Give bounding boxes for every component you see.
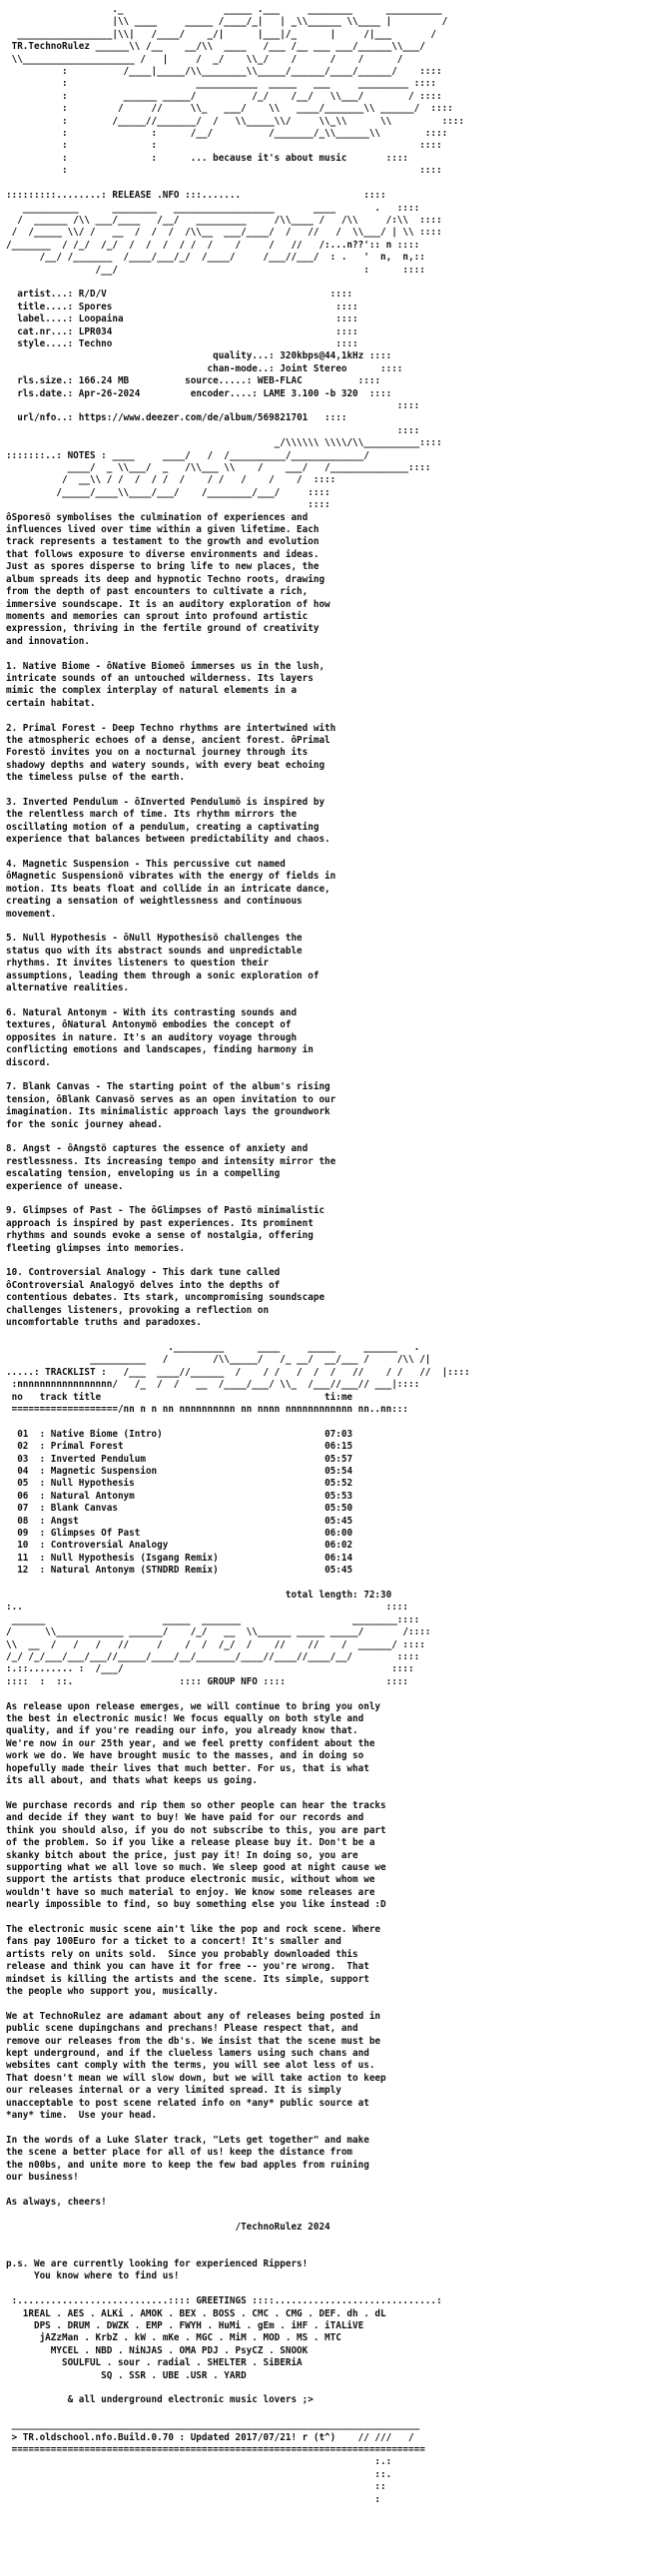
- release-url: url/nfo..: https://www.deezer.com/de/album/569821701: [17, 412, 309, 424]
- notes-p6: 6. Natural Antonym - With its contrasting sounds and textures, ôNatural Antonymö embodies the concept of opposites in nature. It's an auditory voyage through conflicting emotions and landscapes, finding harmony in discord.: [6, 1006, 314, 1068]
- notes-title: :::::::..: NOTES :: [6, 449, 107, 461]
- group-p4: In the words of a Luke Slater track, "Lets get together" and make the scene a better place for all of us! keep the distance from the n00bs, and unite more to keep the few bad apples from ruining our business!: [6, 2134, 369, 2184]
- release-title: title....: Spores: [17, 301, 113, 313]
- release-style: style....: Techno: [17, 337, 113, 349]
- group-p3: We at TechnoRulez are adamant about any of releases being posted in public scene dupingchans and prechans! Please respect that, and remove our releases from the db's. We insist that the scene must be kept underground, and if the clueless lamers using such chans and websites cant comply with the terms, you will see alot less of us. That doesn't mean we will slow down, but we will take action to keep our releases internal or a very limited spread. It is simply unacceptable to post scene related info on *any* public source at *any* time. Use your head.: [6, 2010, 386, 2122]
- track-row: 07 : Blank Canvas 05:50: [17, 1503, 353, 1515]
- notes-p0: ôSporesö symbolises the culmination of experiences and influences lived over time within a given lifetime. Each track represents a testament to the growth and evolution that follows exposure to diverse environments and ideas. Just as spores disperse to bring life to new places, the album spreads its deep and hypnotic Techno roots, drawing from the depth of past encounters to cultivate a rich, immersive soundscape. It is an auditory exploration of how moments and memories can sprout into profound artistic expression, thriving in the fertile ground of creativity and innovation.: [6, 511, 330, 647]
- track-row: 11 : Null Hypothesis (Isgang Remix) 06:14: [17, 1552, 353, 1564]
- notes-p2: 2. Primal Forest - Deep Techno rhythms are intertwined with the atmospheric echoes of a dense, ancient forest. ôPrimal Forestö invites you on a nocturnal journey through its shadowy depths and watery sounds, with every beat echoing the timeless pulse of the earth.: [6, 722, 336, 784]
- release-encoder: encoder....: LAME 3.100 -b 320: [190, 387, 358, 399]
- group-tag: TR.TechnoRulez: [11, 41, 90, 53]
- release-label: label....: Loopaina: [17, 314, 124, 325]
- group-p1: We purchase records and rip them so other people can hear the tracks and decide if they want to buy! We have paid for our records and think you should also, if you do not subscribe to this, you are part of the problem. So if you like a release please buy it. Don't be a skanky bitch about the price, just pay it! In doing so, you are supporting what we all love so much. We sleep good at night cause we support the artists that produce electronic music, without whom we wouldn't have so much material to enjoy. We know some releases are nearly impossible to find, so buy something else you like instead :D: [6, 1799, 386, 1911]
- track-row: 06 : Natural Antonym 05:53: [17, 1490, 353, 1502]
- group-p7: p.s. We are currently looking for experienced Rippers! You know where to find us!: [6, 2257, 309, 2282]
- notes-p4: 4. Magnetic Suspension - This percussive cut named ôMagnetic Suspensionö vibrates with the energy of fields in motion. Its beats float and collide in an intricate dance, creating a sensation of weightlessness and continuous movement.: [6, 859, 336, 920]
- header-logo-art: ._ _____ .___ ________ __________ |\\ ____ _____ /____/_| | _\\______ \\____ | / _________________|\\| /____/ _/| |___|/_ | /|___ / TR.TechnoRulez ______\\ /__ __/\\ ____ /___ /__ ___ ___/______\\___/ \\____________________ / | / _/ \\_/ / / / / : /____|_____/\\________\\_____/______/____/______/ :::: : ___________ _____ ___ _________ :::: : ______ _____/ /_/ /__/ \\___/ / :::: : / // \\_ ___/ \\ ____/_______\\ ______/ :::: : /_____//_______/ / \\_____\\/ \\_\\ \\ :::: : : /__/ /_______/_\\______\\ :::: : : :::: : : ... because it's about music :::: : ::::: [11, 4, 464, 177]
- nfo-document: ._ _____ .___ ________ __________ |\\ ____ _____ /____/_| | _\\______ \\____ | / _________________|\\| /____/ _/| |___|/_ | /|___ / TR.TechnoRulez ______\\ /__ __/\\ ____ /___ /__ ___ ___/______\\___/ \\____________________ / | / _/ \\_/ / / / / : /____|_____/\\________\\_____/______/____/______/ :::: : ___________ _____ ___ _________ :::: : ______ _____/ /_/ /__/ \\___/ / :::: : / // \\_ ___/ \\ ____/_______\\ ______/ :::: : /_____//_______/ / \\_____\\/ \\_\\ \\ :::: : : /__/ /_______/_\\______\\ :::: : : :::: : : ... because it's about music :::: : :::: :::::::::........: RELEASE .NFO :::....... :::: __________ ________ __________________ ____ . :::: / ______ /\\ ___/____ /__/ _________ /\\____ / /\\ /:\\ :::: / /_____ \\/ / __ / / / /\\__ ___/____/ / // / \\___/ | \\ :::: /_______ / /_/ /_/ / / / / / / / / // /:...n??':: n :::: /__/ /_______ /____/___/_/ /____/ /___//___/ : . ' n, n,:: /__/ : :::: artist...: R/D/V :::: title....: Spores :::: label....: Loopaina :::: cat.nr...: LPR034 :::: style....: Techno :::: quality...: 320kbps@44,1kHz :::: chan-mode..: Joint Stereo :::: rls.size.: 166.24 MB source.....: WEB-FLAC :::: rls.date.: Apr-26-2024 encoder....: LAME 3.100 -b 320 :::: :::: url/nfo..: https://www.deezer.com/de/album/569821701 :::: :::: _/\\\\\\ \\\\/\\__________:::: :::::::..: NOTES : ____ ____/ / /__________/_____________/ ____/ _ \\___/ _ /\\___ \\ / ___/ /______________:::: / __\\ / / / / / / / / / / / :::: /_____/____\\____/___/ /________/___/ :::: :::: ôSporesö symbolises the culmination of experiences and influences lived over time within a given lifetime. Each track represents a testament to the growth and evolution that follows exposure to diverse environments and ideas. Just as spores disperse to bring life to new places, the album spreads its deep and hypnotic Techno roots, drawing from the depth of past encounters to cultivate a rich, immersive soundscape. It is an auditory exploration of how moments and memories can sprout into profound artistic expression, thriving in the fertile ground of creativity and innovation. 1. Native Biome - ôNative Biomeö immerses us in the lush, intricate sounds of an untouched wilderness. Its layers mimic the complex interplay of natural elements in a certain habitat. 2. Primal Forest - Deep Techno rhythms are intertwined with the atmospheric echoes of a dense, ancient forest. ôPrimal Forestö invites you on a nocturnal journey through its shadowy depths and watery sounds, with every beat echoing the timeless pulse of the earth. 3. Inverted Pendulum - ôInverted Pendulumö is inspired by the relentless march of time. Its rhythm mirrors the oscillating motion of a pendulum, creating a captivating experience that balances between predictability and chaos. 4. Magnetic Suspension - This percussive cut named ôMagnetic Suspensionö vibrates with the energy of fields in motion. Its beats float and collide in an intricate dance, creating a sensation of weightlessness and continuous movement. 5. Null Hypothesis - ôNull Hypothesisö challenges the status quo with its abstract sounds and unpredictable rhythms. It invites listeners to question their assumptions, leading them through a sonic exploration of alternative realities. 6. Natural Antonym - With its contrasting sounds and textures, ôNatural Antonymö embodies the concept of opposites in nature. It's an auditory voyage through conflicting emotions and landscapes, finding harmony in discord. 7. Blank Canvas - The starting point of the album's rising tension, ôBlank Canvasö serves as an open invitation to our imagination. Its minimalistic approach lays the groundwork for the sonic journey ahead. 8. Angst - ôAngstö captures the essence of anxiety and restlessness. Its increasing tempo and intensity mirror the escalating tension, enveloping us in a compelling experience of unease. 9. Glimpses of Past - The ôGlimpses of Pastö minimalistic approach is inspired by past experiences. Its prominent rhythms and sounds evoke a sense of nostalgia, offering fleeting glimpses into memories. 10. Controversial Analogy - This dark tune called ôControversial Analogyö delves into the depths of contentious debates. Its stark, uncompromising soundscape challenges listeners, provoking a reflection on uncomfortable truths and paradoxes. ._________ ____ _____ ______ . __________ / /\\_____/ /_ __/ __/___ / /\\ /| .....: TRACKLIST : /___ ____//______ / / / / / / // / / // |:::: :nnnnnnnnnnnnnnnnn/ /_ / / __ /____/___/ \\_ /___//___// ___|:::: no track title ti:me ===================/nn n n nn nnnnnnnnnn nn nnnn nnnnnnnnnnnn nn..nn::: 01 : Native Biome (Intro) 07:03 02 : Primal Forest 06:15 03 : Inverted Pendulum 05:57 04 : Magnetic Suspension 05:54 05 : Null Hypothesis 05:52 06 : Natural Antonym 05:53 07 : Blank Canvas 05:50 08 : Angst 05:45 09 : Glimpses Of Past 06:00 10 : Controversial Analogy 06:02 11 : Null Hypothesis (Isgang Remix) 06:14 12 : Natural Antonym (STNDRD Remix) 05:45 total length: 72:30 :.. :::: ______ _____ _______ ________:::: / \\____________ ______/ /_/ __ \\______ _____ _____/ /:::: \\ __ / / / // / / / /_/ / // // / ______/ :::: /_/ /_/___/___/___//_____/____/__/_______/____//____//____/__/ :::: :.::........ : /___/ :::: :::: : ::. :::: GROUP NFO :::: :::: As release upon release emerges, we will continue to bring you only the best in electronic music! We focus equally on both style and quality, and if you're reading our info, you already know that. We're now in our 25th year, and we feel pretty confident about the work we do. We have brought music to the masses, and in doing so hopefully made their lives that much better. For us, that is what its all about, and thats what keeps us going. We purchase records and rip them so other people can hear the tracks and decide if they want to buy! We have paid for our records and think you should also, if you do not subscribe to this, you are part of the problem. So if you like a release please buy it. Don't be a skanky bitch about the price, just pay it! In doing so, you are supporting what we all love so much. We sleep good at night cause we support the artists that produce electronic music, without whom we wouldn't have so much material to enjoy. We know some releases are nearly impossible to find, so buy something else you like instead :D The electronic music scene ain't like the pop and rock scene. Where fans pay 100Euro for a ticket to a concert! It's smaller and artists rely on units sold. Since you probably downloaded this release and think you can have it for free -- you're wrong. That mindset is killing the artists and the scene. Its simple, support the people who support you, musically. We at TechnoRulez are adamant about any of releases being posted in public scene dupingchans and prechans! Please respect that, and remove our releases from the db's. We insist that the scene must be kept underground, and if the clueless lamers using such chans and websites cant comply with the terms, you will see alot less of us. That doesn't mean we will slow down, but we will take action to keep our releases internal or a very limited spread. It is simply unacceptable to post scene related info on *any* public source at *any* time. Use your head. In the words of a Luke Slater track, "Lets get together" and make the scene a better place for all of us! keep the distance from the n00bs, and unite more to keep the few bad apples from ruining our business! As always, cheers! /TechnoRulez 2024 p.s. We are currently looking for experienced Rippers! You know where to find us! :...........................:::: GREETINGS ::::.............................: 1REAL . AES . ALKi . AMOK . BEX . BOSS . CMC . CMG . DEF. dh . dL DPS . DRUM . DWZK . EMP . FWYH . HuMi . gEm . iHF . iTALiVE jAZzMan . KrbZ . kW . mKe . MGC . MiM . MOD . MS . MTC MYCEL . NBD . NiNJAS . OMA PDJ . PsyCZ . SNOOK SOULFUL . sour . radial . SHELTER . SiBERiA SQ . SSR . UBE .USR . YARD & all underground electronic music lovers ;> _________________________________________________________________________ > TR.oldschool.nfo.Build.0.70 : Updated 2017/07/21! r (t^) // /// / ========================================================================== :.: ::. :: :: [6, 4, 470, 2505]
- track-row: 09 : Glimpses Of Past 06:00: [17, 1527, 353, 1539]
- track-row: 04 : Magnetic Suspension 05:54: [17, 1465, 353, 1477]
- group-nfo-title: :::: GROUP NFO ::::: [179, 1675, 286, 1687]
- group-p6: /TechnoRulez 2024: [6, 2221, 330, 2233]
- tracklist-title: .....: TRACKLIST :: [6, 1366, 107, 1378]
- release-nfo-title: :::::::::........: RELEASE .NFO :::.......: [6, 190, 242, 202]
- greetings-title: :::: GREETINGS ::::: [168, 2295, 275, 2307]
- release-size: rls.size.: 166.24 MB: [17, 375, 130, 387]
- notes-p8: 8. Angst - ôAngstö captures the essence of anxiety and restlessness. Its increasing tempo and intensity mirror the escalating tension, enveloping us in a compelling experience of unease.: [6, 1143, 336, 1192]
- release-source: source.....: WEB-FLAC: [185, 375, 303, 387]
- tagline: ... because it's about music: [190, 152, 347, 164]
- total-length: total length: 72:30: [285, 1590, 392, 1601]
- track-row: 05 : Null Hypothesis 05:52: [17, 1478, 353, 1490]
- tracklist: [6, 1429, 352, 1576]
- release-chanmode: chan-mode..: Joint Stereo: [207, 362, 347, 374]
- notes-p3: 3. Inverted Pendulum - ôInverted Pendulumö is inspired by the relentless march of time. Its rhythm mirrors the oscillating motion of a pendulum, creating a captivating experience that balances between predictability and chaos.: [6, 797, 330, 846]
- group-p5: As always, cheers!: [6, 2196, 107, 2208]
- notes-p10: 10. Controversial Analogy - This dark tune called ôControversial Analogyö delves into the depths of contentious debates. Its stark, uncompromising soundscape challenges listeners, provoking a reflection on uncomfortable truths and paradoxes.: [6, 1267, 326, 1329]
- greetings-list: 1REAL . AES . ALKi . AMOK . BEX . BOSS . CMC . CMG . DEF. dh . dL DPS . DRUM . DWZK . EMP . FWYH . HuMi . gEm . iHF . iTALiVE jAZzMan . KrbZ . kW . mKe . MGC . MiM . MOD . MS . MTC MYCEL . NBD . NiNJAS . OMA PDJ . PsyCZ . SNOOK SOULFUL . sour . radial . SHELTER . SiBERiA SQ . SSR . UBE .USR . YARD: [22, 2307, 386, 2381]
- notes-p5: 5. Null Hypothesis - ôNull Hypothesisö challenges the status quo with its abstract sounds and unpredictable rhythms. It invites listeners to question their assumptions, leading them through a sonic exploration of alternative realities.: [6, 933, 320, 994]
- footer-build: > TR.oldschool.nfo.Build.0.70 : Updated 2017/07/21! r (t^): [6, 2431, 336, 2443]
- tracklist-header: no track title ti:me: [6, 1391, 353, 1403]
- release-artist: artist...: R/D/V: [17, 289, 107, 301]
- notes-p7: 7. Blank Canvas - The starting point of the album's rising tension, ôBlank Canvasö serves as an open invitation to our imagination. Its minimalistic approach lays the groundwork for the sonic journey ahead.: [6, 1081, 336, 1130]
- group-p0: As release upon release emerges, we will continue to bring you only the best in electronic music! We focus equally on both style and quality, and if you're reading our info, you already know that. We're now in our 25th year, and we feel pretty confident about the work we do. We have brought music to the masses, and in doing so hopefully made their lives that much better. For us, that is what its all about, and thats what keeps us going.: [6, 1700, 381, 1787]
- track-row: 01 : Native Biome (Intro) 07:03: [17, 1428, 353, 1440]
- release-date: rls.date.: Apr-26-2024: [17, 387, 141, 399]
- track-row: 02 : Primal Forest 06:15: [17, 1441, 353, 1453]
- greetings-footer: & all underground electronic music lovers ;>: [6, 2394, 314, 2406]
- track-row: 12 : Natural Antonym (STNDRD Remix) 05:45: [17, 1565, 353, 1577]
- release-quality: quality...: 320kbps@44,1kHz: [213, 350, 364, 362]
- track-row: 10 : Controversial Analogy 06:02: [17, 1540, 353, 1552]
- track-row: 08 : Angst 05:45: [17, 1515, 353, 1527]
- track-row: 03 : Inverted Pendulum 05:57: [17, 1453, 353, 1465]
- notes-p9: 9. Glimpses of Past - The ôGlimpses of Pastö minimalistic approach is inspired by past experiences. Its prominent rhythms and sounds evoke a sense of nostalgia, offering fleeting glimpses into memories.: [6, 1205, 326, 1254]
- notes-p1: 1. Native Biome - ôNative Biomeö immerses us in the lush, intricate sounds of an untouched wilderness. Its layers mimic the complex interplay of natural elements in a certain habitat.: [6, 660, 326, 709]
- release-catnr: cat.nr...: LPR034: [17, 325, 113, 337]
- group-p2: The electronic music scene ain't like the pop and rock scene. Where fans pay 100Euro for a ticket to a concert! It's smaller and artists rely on units sold. Since you probably downloaded this release and think you can have it for free -- you're wrong. That mindset is killing the artists and the scene. Its simple, support the people who support you, musically.: [6, 1923, 381, 1997]
